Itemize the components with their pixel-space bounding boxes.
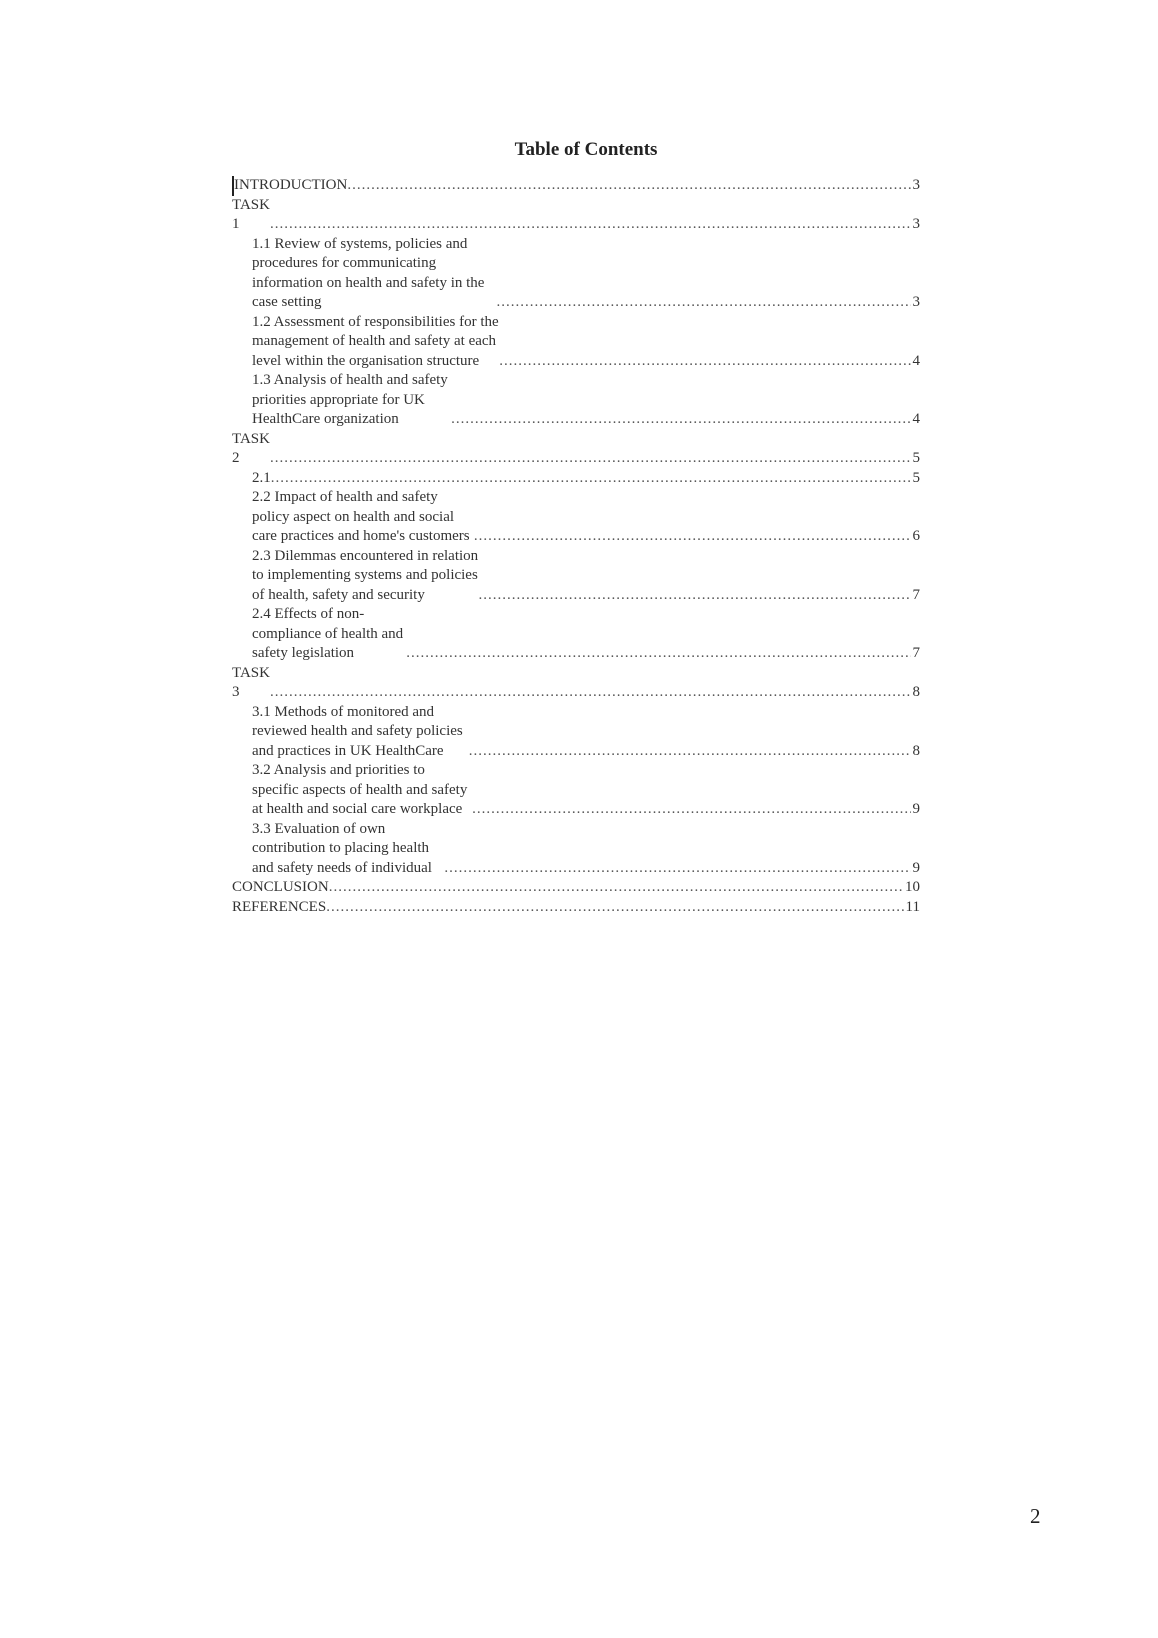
toc-entry-3-1[interactable] (232, 703, 920, 762)
table-of-contents (232, 138, 920, 917)
toc-entry-1-3[interactable] (232, 371, 920, 430)
toc-entry-label: 2.3 Dilemmas encountered in relation to implementing systems and policies of health, safety and security (252, 547, 479, 603)
toc-title: Table of Contents (514, 139, 658, 160)
page-number: 2 (1030, 1504, 1041, 1528)
dot-leader (270, 449, 911, 469)
toc-entry-label: 1.3 Analysis of health and safety priorities appropriate for UK HealthCare organization (252, 372, 448, 427)
toc-entry-page: 8 (912, 684, 920, 700)
toc-entry-page: 3 (912, 177, 920, 193)
toc-entry-page: 3 (912, 294, 920, 310)
toc-entry-page: 7 (912, 586, 920, 603)
dot-leader (270, 215, 911, 235)
toc-entry-label: CONCLUSION (232, 879, 329, 895)
dot-leader (474, 527, 911, 547)
toc-entry-2-3[interactable] (232, 547, 920, 606)
dot-leader (469, 742, 911, 762)
toc-entry-page: 9 (912, 801, 920, 817)
toc-entry-2-1[interactable] (232, 469, 920, 489)
dot-leader (444, 859, 910, 879)
toc-entry-page: 9 (912, 859, 920, 876)
dot-leader (270, 683, 911, 703)
toc-entry-task-2[interactable] (232, 430, 920, 469)
toc-entry-page: 7 (912, 645, 920, 661)
dot-leader (406, 644, 910, 664)
toc-entry-label: 1.1 Review of systems, policies and procedures for communicating information on health and safety in the case setting (252, 235, 485, 310)
toc-entry-3-2[interactable] (232, 761, 920, 820)
toc-entry-label: 3.1 Methods of monitored and reviewed health and safety policies and practices in UK HealthCare (252, 703, 463, 759)
toc-entry-task-1[interactable] (232, 196, 920, 235)
toc-entry-2-4[interactable] (232, 605, 920, 664)
toc-entry-label: 3.2 Analysis and priorities to specific aspects of health and safety at health and social care workplace (252, 762, 468, 817)
dot-leader (451, 410, 910, 430)
dot-leader (347, 176, 910, 196)
toc-entry-page: 5 (912, 450, 920, 466)
toc-entry-page: 5 (912, 469, 920, 486)
dot-leader (329, 878, 903, 898)
toc-entry-page: 4 (912, 352, 920, 369)
toc-entry-conclusion[interactable] (232, 878, 920, 898)
dot-leader (499, 352, 910, 372)
toc-entry-introduction[interactable] (232, 176, 920, 196)
toc-entry-page: 11 (905, 898, 920, 915)
toc-list (232, 176, 920, 917)
toc-entry-page: 4 (912, 411, 920, 427)
toc-entry-3-3[interactable] (232, 820, 920, 879)
toc-entry-label: 2.1 (252, 469, 271, 486)
toc-entry-label: TASK 2 (232, 430, 270, 466)
toc-entry-label: INTRODUCTION (232, 176, 347, 196)
toc-entry-2-2[interactable] (232, 488, 920, 547)
toc-entry-label: TASK 1 (232, 196, 270, 232)
toc-entry-label: 1.2 Assessment of responsibilities for the management of health and safety at each level within the organisation structure (252, 313, 499, 369)
dot-leader (271, 469, 911, 489)
toc-entry-label: TASK 3 (232, 664, 270, 700)
dot-leader (326, 898, 903, 918)
toc-entry-task-3[interactable] (232, 664, 920, 703)
toc-entry-label: 2.4 Effects of non-compliance of health and safety legislation (252, 606, 404, 661)
toc-entry-references[interactable] (232, 898, 920, 918)
dot-leader (478, 586, 910, 606)
toc-entry-page: 10 (905, 879, 920, 895)
dot-leader (497, 293, 911, 313)
toc-entry-label: 3.3 Evaluation of own contribution to placing health and safety needs of individual (252, 820, 432, 876)
dot-leader (472, 800, 910, 820)
toc-entry-page: 3 (912, 216, 920, 232)
toc-entry-page: 6 (912, 528, 920, 544)
toc-entry-label: 2.2 Impact of health and safety policy aspect on health and social care practices and home's customers (252, 489, 470, 544)
toc-entry-1-1[interactable] (232, 235, 920, 313)
toc-entry-label: REFERENCES (232, 898, 327, 915)
toc-entry-page: 8 (912, 742, 920, 759)
toc-entry-1-2[interactable] (232, 313, 920, 372)
